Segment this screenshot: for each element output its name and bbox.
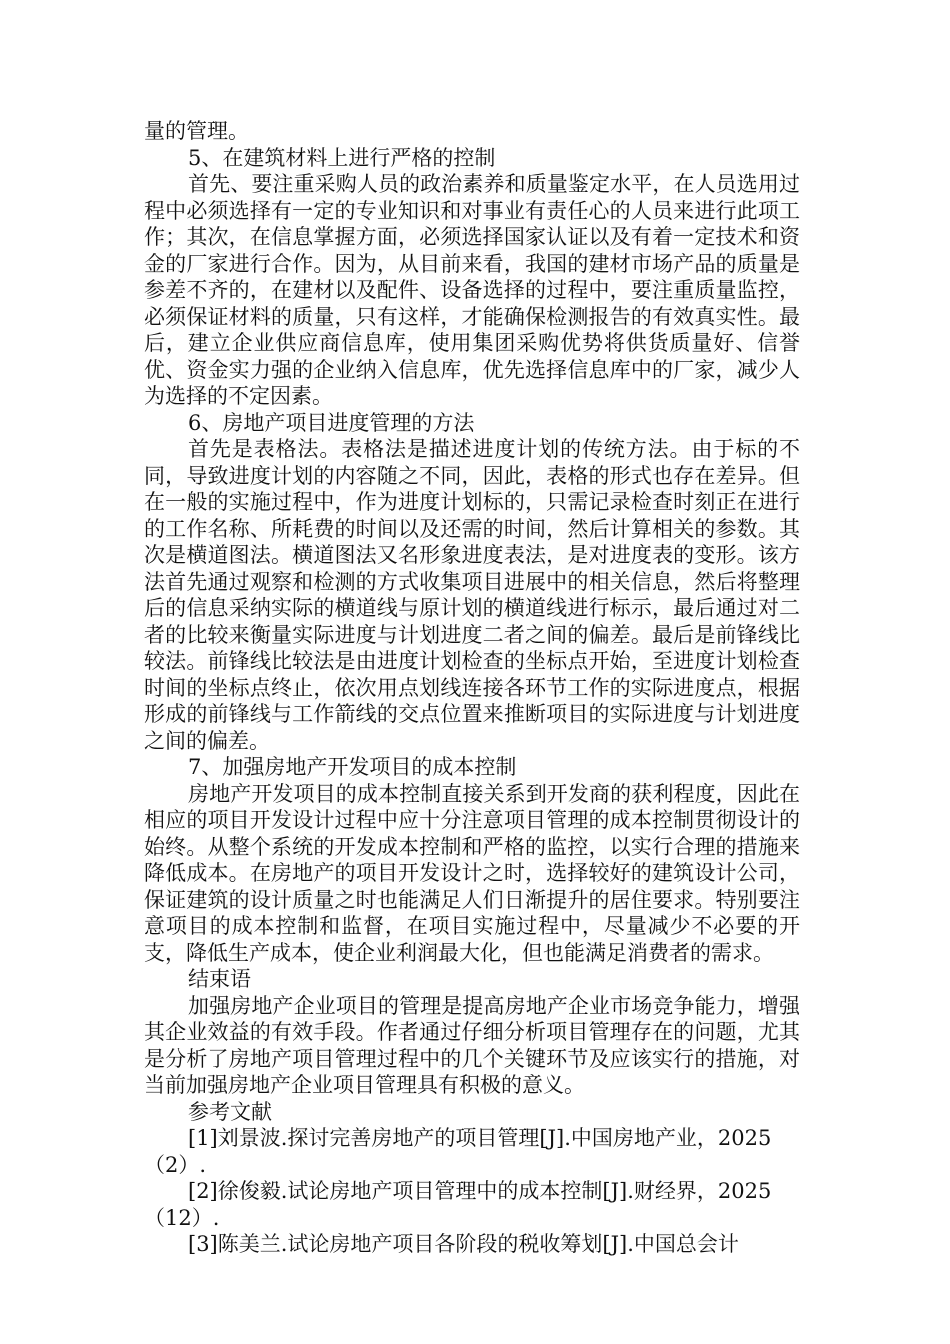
section-heading-materials: 5、在建筑材料上进行严格的控制 bbox=[188, 145, 496, 170]
section-heading-references: 参考文献 bbox=[188, 1099, 272, 1124]
document-page bbox=[144, 118, 800, 1258]
reference-item-3: [3]陈美兰.试论房地产项目各阶段的税收筹划[J].中国总会计 bbox=[188, 1232, 739, 1256]
paragraph-materials: 首先、要注重采购人员的政治素养和质量鉴定水平，在人员选用过程中必须选择有一定的专业知识和对事业有责任心的人员来进行此项工作；其次，在信息掌握方面，必须选择国家认证以及有着一定技术和资金的厂家进行合作。因为，从目前来看，我国的建材市场产品的质量是参差不齐的，在建材以及配件、设备选择的过程中，要注重质量监控，必须保证材料的质量，只有这样，才能确保检测报告的有效真实性。最后，建立企业供应商信息库，使用集团采购优势将供货质量好、信誉优、资金实力强的企业纳入信息库，优先选择信息库中的厂家，减少人为选择的不定因素。 bbox=[144, 172, 800, 408]
paragraph-schedule: 首先是表格法。表格法是描述进度计划的传统方法。由于标的不同，导致进度计划的内容随之不同，因此，表格的形式也存在差异。但在一般的实施过程中，作为进度计划标的，只需记录检查时刻正在进行的工作名称、所耗费的时间以及还需的时间，然后计算相关的参数。其次是横道图法。横道图法又名形象进度表法，是对进度表的变形。该方法首先通过观察和检测的方式收集项目进展中的相关信息，然后将整理后的信息采纳实际的横道线与原计划的横道线进行标示，最后通过对二者的比较来衡量实际进度与计划进度二者之间的偏差。最后是前锋线比较法。前锋线比较法是由进度计划检查的坐标点开始，至进度计划检查时间的坐标点终止，依次用点划线连接各环节工作的实际进度点，根据形成的前锋线与工作箭线的交点位置来推断项目的实际进度与计划进度之间的偏差。 bbox=[144, 437, 800, 753]
paragraph-conclusion: 加强房地产企业项目的管理是提高房地产企业市场竞争能力，增强其企业效益的有效手段。作者通过仔细分析项目管理存在的问题，尤其是分析了房地产项目管理过程中的几个关键环节及应该实行的措施，对当前加强房地产企业项目管理具有积极的意义。 bbox=[144, 993, 800, 1097]
paragraph-continuation: 量的管理。 bbox=[144, 119, 249, 143]
section-heading-schedule: 6、房地产项目进度管理的方法 bbox=[188, 410, 475, 435]
paragraph-cost: 房地产开发项目的成本控制直接关系到开发商的获利程度，因此在相应的项目开发设计过程中应十分注意项目管理的成本控制贯彻设计的始终。从整个系统的开发成本控制和严格的监控，以实行合理的措施来降低成本。在房地产的项目开发设计之时，选择较好的建筑设计公司，保证建筑的设计质量之时也能满足人们日渐提升的居住要求。特别要注意项目的成本控制和监督，在项目实施过程中，尽量减少不必要的开支，降低生产成本，使企业利润最大化，但也能满足消费者的需求。 bbox=[144, 781, 800, 965]
reference-item-1: [1]刘景波.探讨完善房地产的项目管理[J].中国房地产业，2025（2）. bbox=[144, 1126, 772, 1177]
section-heading-cost: 7、加强房地产开发项目的成本控制 bbox=[188, 755, 517, 779]
reference-item-2: [2]徐俊毅.试论房地产项目管理中的成本控制[J].财经界，2025（12）. bbox=[144, 1179, 772, 1230]
section-heading-conclusion: 结束语 bbox=[188, 967, 251, 991]
